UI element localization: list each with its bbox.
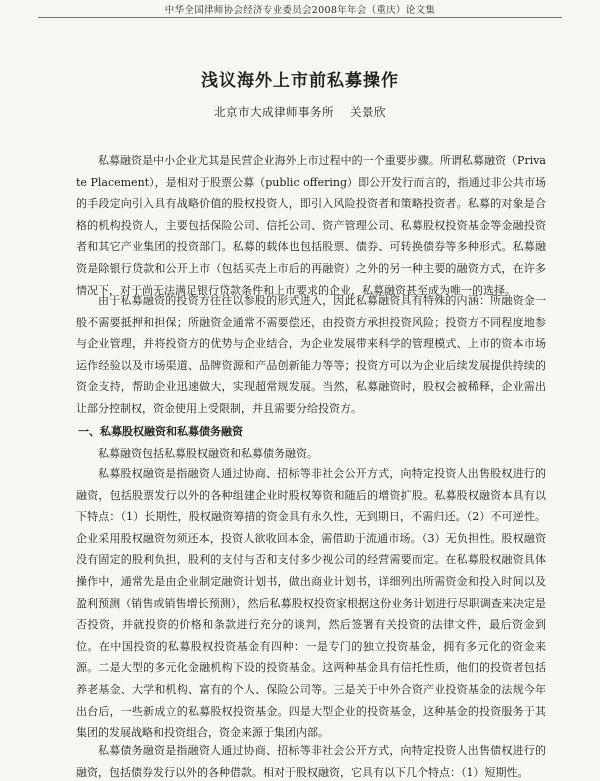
author-organization: 北京市大成律师事务所 xyxy=(214,105,334,119)
paragraph-section-intro: 私募融资包括私募股权融资和私募债务融资。 xyxy=(98,447,318,460)
author-name: 关景欣 xyxy=(350,105,386,119)
section-heading: 一、私募股权融资和私募债务融资 xyxy=(78,425,243,438)
byline xyxy=(0,104,600,120)
paragraph-characteristics: 由于私募融资的投资方往往以参股的形式进入，因此私募融资具有特殊的内涵：所融资金一般不需要抵押和担保；所融资金通常不需要偿还，由投资方承担投资风险；投资方不同程度地参与企业管理，并将投资方的优势与企业结合，为企业发展带来科学的管理模式、上市的资本市场运作经验以及市场渠道、品牌资源和产品创新能力等等；投资方可以为企业后续发展提供持续的资金支持，帮助企业迅速做大，实现超常规发展。当然，私募融资时，股权会被稀释，企业需出让部分控制权，资金使用上受限制，并且需要分给投资方。 xyxy=(76,294,546,415)
running-header: 中华全国律师协会经济专业委员会2008年年会（重庆）论文集 xyxy=(164,5,436,16)
header-rule xyxy=(38,17,562,18)
paper-title: 浅议海外上市前私募操作 xyxy=(201,71,399,91)
paragraph-debt-financing: 私募债务融资是指融资人通过协商、招标等非社会公开方式，向特定投资人出售债权进行的融资，包括债券发行以外的各种借款。相对于股权融资，它具有以下几个特点：（1）短期性。 xyxy=(76,744,546,779)
paragraph-equity-financing: 私募股权融资是指融资人通过协商、招标等非社会公开方式，向特定投资人出售股权进行的融资，包括股票发行以外的各种组建企业时股权筹资和随后的增资扩股。私募股权融资本具有以下特点：（1）长期性，股权融资筹措的资金具有永久性，无到期日，不需归还。（2）不可逆性。企业采用股权融资勿须还本，投资人欲收回本金，需借助于流通市场。（3）无负担性。股权融资没有固定的股利负担，股利的支付与否和支付多少视公司的经营需要而定。在私募股权融资具体操作中，通常先是由企业制定融资计划书，做出商业计划书，详细列出所需资金和投入时间以及盈利预测（销售或销售增长预测），然后私募股权投资家根据这份业务计划进行尽职调查来决定是否投资，并就投资的价格和条款进行充分的谈判，然后签署有关投资的法律文件，最后资金到位。在中国投资的私募股权投资基金有四种：一是专门的独立投资基金，拥有多元化的资金来源。二是大型的多元化金融机构下设的投资基金。这两种基金具有信托性质，他们的投资者包括养老基金、大学和机构、富有的个人、保险公司等。三是关于中外合资产业投资基金的法规今年出台后，一些新成立的私募股权投资基金。四是大型企业的投资基金，这种基金的投资服务于其集团的发展战略和投资组合，资金来源于集团内部。 xyxy=(76,467,546,740)
paragraph-intro: 私募融资是中小企业尤其是民营企业海外上市过程中的一个重要步骤。所谓私募融资（Private Placement），是相对于股票公募（public offering）即公开发行而言的，指通过非公共市场的手段定向引入具有战略价值的股权投资人，即引入风险投资者和策略投资者。私募的对象是合格的机构投资人，主要包括保险公司、信托公司、资产管理公司、私募股权投资基金等金融投资者和其它产业集团的投资部门。私募的载体也包括股票、债券、可转换债券等多种形式。私募融资是除银行贷款和公开上市（包括买壳上市后的再融资）之外的另一种主要的融资方式，在许多情况下，对于尚无法满足银行贷款条件和上市要求的企业，私募融资甚至成为唯一的选择。 xyxy=(76,154,546,297)
